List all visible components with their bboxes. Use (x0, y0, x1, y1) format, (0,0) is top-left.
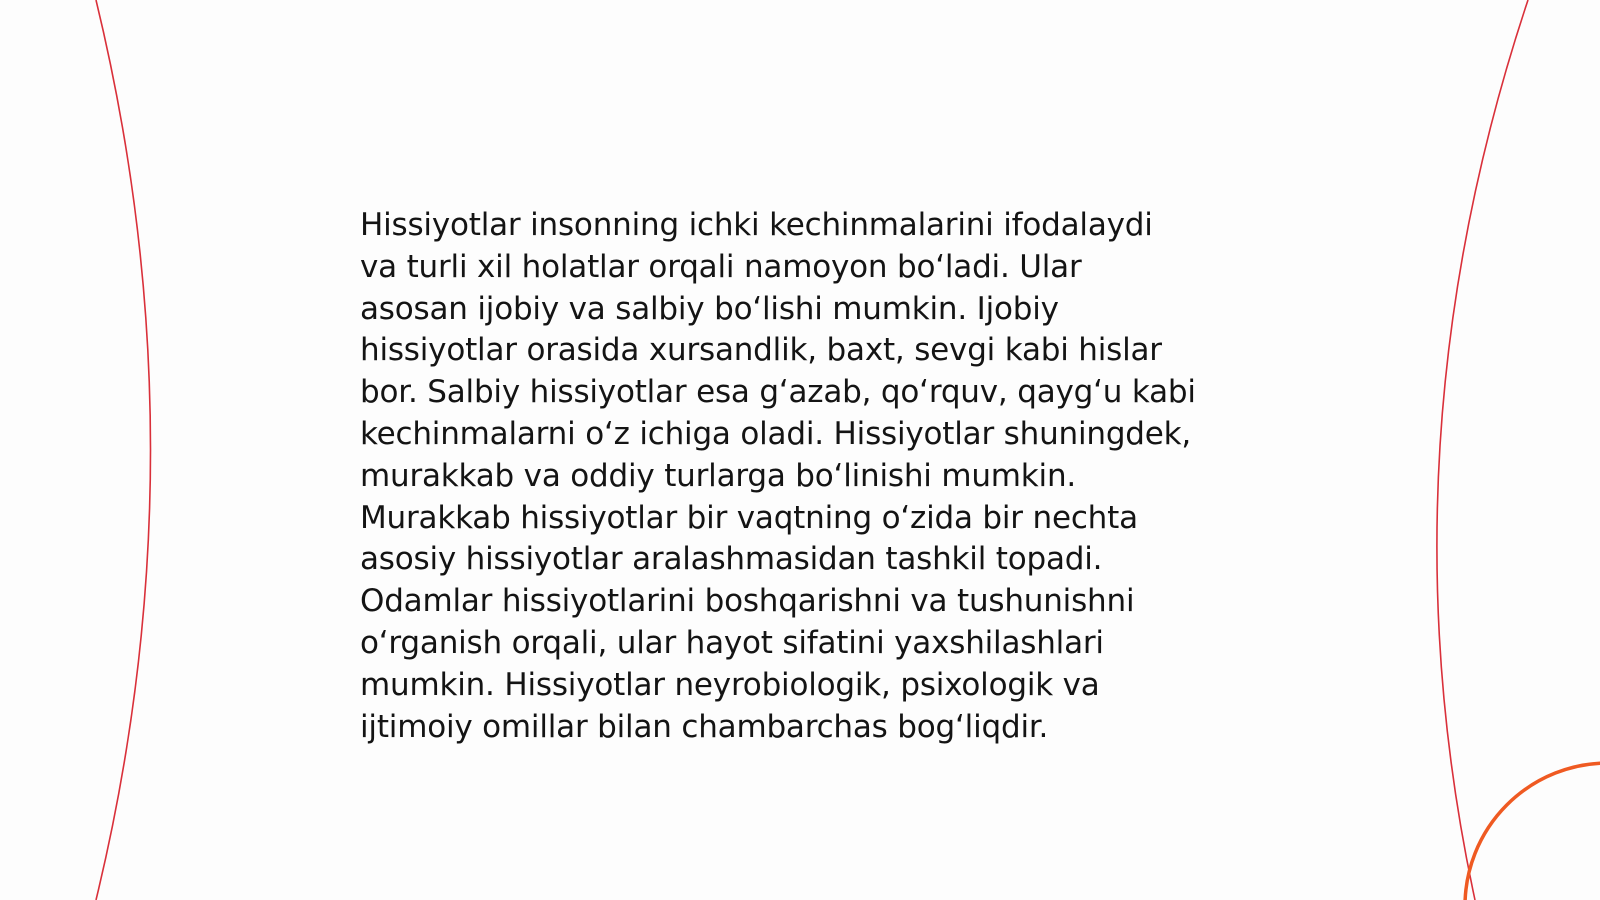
paragraph-line: Murakkab hissiyotlar bir vaqtning oʻzida bir nechta (360, 499, 1138, 536)
paragraph-line: mumkin. Hissiyotlar neyrobiologik, psixologik va (360, 666, 1100, 703)
body-paragraph (360, 205, 1240, 748)
left-curve-line (96, 0, 151, 900)
paragraph-line: hissiyotlar orasida xursandlik, baxt, sevgi kabi hislar (360, 332, 1162, 369)
paragraph-line: oʻrganish orqali, ular hayot sifatini yaxshilashlari (360, 624, 1104, 661)
paragraph-line: kechinmalarni oʻz ichiga oladi. Hissiyotlar shuningdek, (360, 415, 1192, 452)
paragraph-line: bor. Salbiy hissiyotlar esa gʻazab, qoʻrquv, qaygʻu kabi (360, 374, 1196, 411)
right-curve-line (1437, 0, 1528, 900)
paragraph-line: murakkab va oddiy turlarga boʻlinishi mumkin. (360, 457, 1077, 494)
paragraph-line: asosan ijobiy va salbiy boʻlishi mumkin. Ijobiy (360, 290, 1059, 327)
paragraph-line: Odamlar hissiyotlarini boshqarishni va tushunishni (360, 583, 1135, 620)
orange-arc (1465, 763, 1600, 900)
paragraph-line: Hissiyotlar insonning ichki kechinmalarini ifodalaydi (360, 207, 1153, 243)
paragraph-line: va turli xil holatlar orqali namoyon boʻladi. Ular (360, 248, 1082, 285)
paragraph-line: asosiy hissiyotlar aralashmasidan tashkil topadi. (360, 541, 1103, 578)
paragraph-line: ijtimoiy omillar bilan chambarchas bogʻliqdir. (360, 708, 1049, 745)
